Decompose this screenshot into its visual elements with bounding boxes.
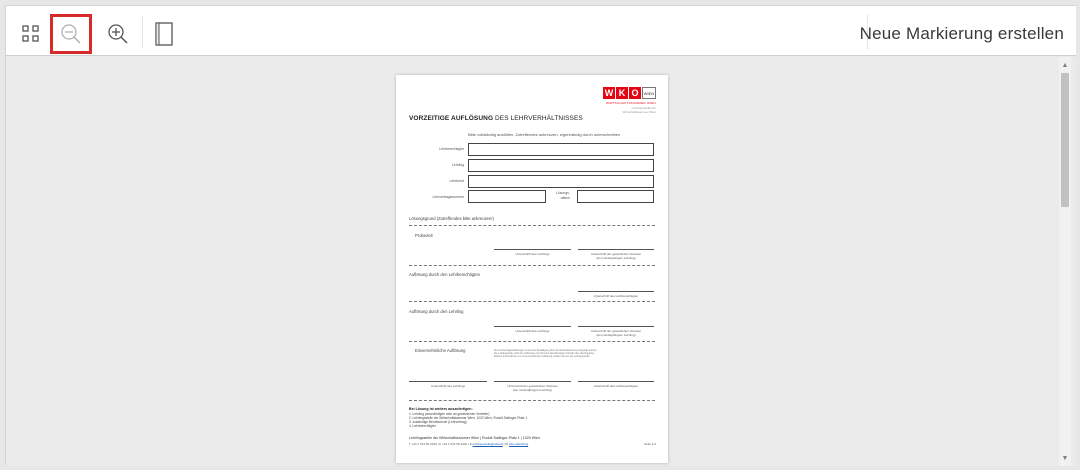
footer-web-label: | W [503,442,509,446]
signature-label-line: (bei minderjährigem Lehrling) [596,333,636,337]
field-label: Lehrvertragsnummer [432,195,464,199]
footer-phone: T +43 1 514 50-2010 | F +43 1 514 50-1420 | E [409,442,472,446]
signature-label: Unterschrift des Lehrlings [430,384,465,388]
section-probezeit: Probezeit [415,233,433,238]
signature-label-line: (bei minderjährigem Lehrling) [512,388,553,392]
dept-line: Lehrlingsstelle der [631,106,656,110]
signature-line [578,326,654,327]
zoom-out-icon [59,22,83,46]
app-frame [5,5,1075,465]
signature-line [494,249,571,250]
signature-label: Unterschrift des Lehrlings [515,329,550,333]
divider [409,341,655,342]
zoom-in-icon [106,22,130,46]
footer-heading: Bei Lösung ist weiters auszufertigen: [409,407,473,411]
grid-view-button[interactable] [10,14,52,54]
document-page [396,75,668,463]
field-label-line: datum [560,196,570,200]
logo-letter: O [629,87,641,99]
dept-line: Wirtschaftskammer Wien [622,110,656,114]
signature-line [578,249,654,250]
divider [409,225,655,226]
field-label: Lehrberechtigter [439,147,464,151]
scrollbar-thumb[interactable] [1061,73,1069,207]
fine-print [494,349,654,358]
field-label-line: Lösungs- [556,191,570,195]
footer-list-item: 3. zuständige Berufsschule (Lehrvertrag) [409,420,467,424]
field-box[interactable] [468,175,654,188]
signature-label: Unterschrift des Lehrberechtigten [593,294,639,298]
field-label [548,191,570,201]
divider [409,400,655,401]
signature-label-line: Unterschrift der gesetzlichen Vertreter [590,329,642,333]
create-annotation-title[interactable]: Neue Markierung erstellen [859,24,1064,43]
toolbar [6,6,1076,56]
title-rest: DES LEHRVERHÄLTNISSES [493,115,583,122]
fine-print-line: Die Lehrlingsstelle prüft die Auflösung und informiert alle Beteiligten zeitnah über das Ergebnis. [494,352,595,355]
signature-label [578,252,654,260]
field-box[interactable] [468,190,546,203]
footer-list-item: 2. Lehrlingsstelle der Wirtschaftskammer Wien, 1020 Wien, Rudolf-Sallinger-Platz 1 [409,416,527,420]
instruction-text: Bitte vollständig ausfüllen, Zutreffendes ankreuzen, eigenhändig durch unterschreiben [468,132,621,137]
signature-label [578,329,654,337]
footer-web-link[interactable]: wko.at/lehrling [508,442,529,446]
single-page-button[interactable] [143,14,185,54]
field-box[interactable] [468,159,654,172]
signature-line [578,291,654,292]
footer-contact [409,442,528,446]
field-box[interactable] [577,190,654,203]
zoom-out-button[interactable] [50,14,92,54]
logo-letter: K [616,87,628,99]
section-lehrling: Auflösung durch den Lehrling [409,309,464,314]
signature-label: Unterschrift des Lehrlings [515,252,550,256]
logo-region: WIEN [642,87,656,99]
divider [409,301,655,302]
title-bold: VORZEITIGE AUFLÖSUNG [409,115,494,122]
logo-tagline: WIRTSCHAFTSKAMMER WIEN [605,101,656,105]
footer-list-item: 4. Lehrberechtigter [409,424,436,428]
document-viewer[interactable] [6,57,1076,466]
signature-line [409,381,487,382]
fine-print-line: Bei Lehrvertragsauflösungen muss eine Bestätigung über die Rechtsbelehrung beigelegt werden. [494,349,597,352]
footer-list-item: 1. Lehrling (auszufertigen oder an gesetzlichen Vertreter) [409,412,490,416]
scroll-up-arrow-icon[interactable]: ▲ [1061,61,1069,69]
scroll-down-arrow-icon[interactable]: ▼ [1061,454,1069,462]
field-box[interactable] [468,143,654,156]
signature-label [494,384,571,392]
footer-email-link[interactable]: lehrlingsstelle@wkw.at [472,442,503,446]
signature-line [494,381,571,382]
signature-label-line: (bei minderjährigem Lehrling) [596,256,636,260]
signature-label-line: Unterschrift der gesetzlichen Vertreter [507,384,558,388]
vertical-scrollbar[interactable] [1059,57,1071,466]
wko-logo [603,87,656,99]
fine-print-line: Weitere Informationen zur einvernehmlichen Auflösung erhalten Sie bei der Lehrlingsstelle. [494,355,591,358]
section-einvernehmlich: Einvernehmliche Auflösung [415,348,466,353]
signature-label-line: Unterschrift der gesetzlichen Vertreter [590,252,642,256]
reason-heading: Lösungsgrund (Zutreffendes bitte ankreuzen!) [409,216,494,221]
section-lehrberechtigter: Auflösung durch den Lehrberechtigten [409,272,481,277]
signature-line [494,326,571,327]
field-label: Lehrberuf [449,179,464,183]
field-label: Lehrling [451,163,464,167]
logo-letter: W [604,88,614,98]
page-icon [153,21,175,47]
page-number: Seite 1/1 [644,442,656,446]
zoom-in-button[interactable] [97,14,139,54]
grid-icon [21,24,41,44]
signature-label: Unterschrift des Lehrberechtigten [593,384,639,388]
footer-address: Lehrlingsstelle der Wirtschaftskammer Wien | Rudolf-Sallinger-Platz 1 | 1020 Wien [409,436,540,440]
logo-department [623,106,656,114]
signature-line [578,381,654,382]
document-title [409,115,583,122]
divider [409,265,655,266]
